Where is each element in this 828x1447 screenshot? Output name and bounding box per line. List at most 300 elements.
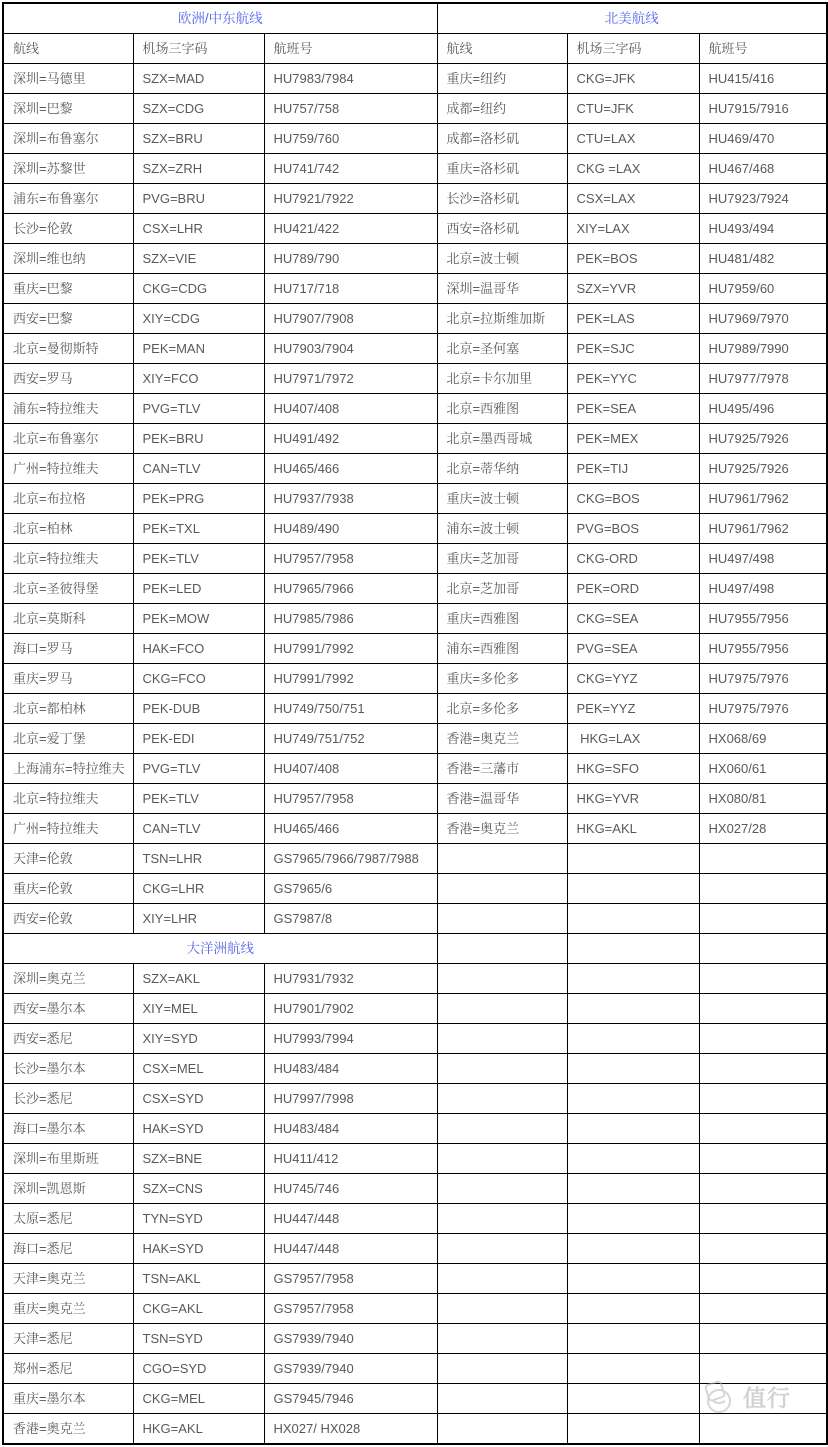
flight-number-cell: HU7925/7926: [699, 454, 827, 484]
route-cell: 长沙=悉尼: [3, 1084, 133, 1114]
route-cell: 重庆=纽约: [437, 64, 567, 94]
flight-number-cell: HU7997/7998: [264, 1084, 437, 1114]
route-cell: 西安=巴黎: [3, 304, 133, 334]
flight-number-cell: HU469/470: [699, 124, 827, 154]
route-cell: 浦东=波士顿: [437, 514, 567, 544]
empty-cell: [437, 1384, 567, 1414]
empty-cell: [699, 1024, 827, 1054]
route-cell: 浦东=特拉维夫: [3, 394, 133, 424]
airport-code-cell: PEK=TLV: [133, 544, 264, 574]
flight-number-cell: GS7965/7966/7987/7988: [264, 844, 437, 874]
route-cell: 长沙=墨尔本: [3, 1054, 133, 1084]
airport-code-cell: CSX=SYD: [133, 1084, 264, 1114]
route-cell: 深圳=奥克兰: [3, 964, 133, 994]
airport-code-cell: PEK=TLV: [133, 784, 264, 814]
airport-code-cell: PEK-EDI: [133, 724, 264, 754]
flight-number-cell: HU411/412: [264, 1144, 437, 1174]
flight-number-cell: HU7989/7990: [699, 334, 827, 364]
col-header-airport-code: 机场三字码: [567, 34, 699, 64]
route-cell: 香港=奥克兰: [437, 724, 567, 754]
table-row: [3, 244, 827, 274]
route-cell: 重庆=波士顿: [437, 484, 567, 514]
empty-cell: [699, 904, 827, 934]
airport-code-cell: PEK=TXL: [133, 514, 264, 544]
route-cell: 重庆=伦敦: [3, 874, 133, 904]
flight-number-cell: HU497/498: [699, 574, 827, 604]
airport-code-cell: SZX=CNS: [133, 1174, 264, 1204]
empty-cell: [437, 1084, 567, 1114]
route-cell: 海口=墨尔本: [3, 1114, 133, 1144]
empty-cell: [567, 994, 699, 1024]
airport-code-cell: CAN=TLV: [133, 814, 264, 844]
route-cell: 长沙=洛杉矶: [437, 184, 567, 214]
airport-code-cell: SZX=BNE: [133, 1144, 264, 1174]
route-cell: 北京=圣何塞: [437, 334, 567, 364]
route-cell: 北京=曼彻斯特: [3, 334, 133, 364]
empty-cell: [567, 1264, 699, 1294]
empty-cell: [437, 1414, 567, 1445]
empty-cell: [437, 1354, 567, 1384]
flight-number-cell: HU7969/7970: [699, 304, 827, 334]
route-cell: 上海浦东=特拉维夫: [3, 754, 133, 784]
airport-code-cell: XIY=CDG: [133, 304, 264, 334]
airport-code-cell: HAK=SYD: [133, 1234, 264, 1264]
airport-code-cell: CSX=LHR: [133, 214, 264, 244]
route-cell: 深圳=布鲁塞尔: [3, 124, 133, 154]
flight-number-cell: HU789/790: [264, 244, 437, 274]
table-row: [3, 1024, 827, 1054]
airport-code-cell: PEK=YYC: [567, 364, 699, 394]
flight-number-cell: HU447/448: [264, 1234, 437, 1264]
airport-code-cell: PEK=SJC: [567, 334, 699, 364]
table-row: [3, 274, 827, 304]
airport-code-cell: PVG=TLV: [133, 754, 264, 784]
airport-code-cell: PEK=MEX: [567, 424, 699, 454]
flight-number-cell: HU7965/7966: [264, 574, 437, 604]
route-cell: 深圳=苏黎世: [3, 154, 133, 184]
brand-name: 值行: [743, 1384, 791, 1411]
airport-code-cell: TSN=LHR: [133, 844, 264, 874]
table-row: [3, 1294, 827, 1324]
airport-code-cell: HKG=LAX: [567, 724, 699, 754]
route-cell: 西安=洛杉矶: [437, 214, 567, 244]
table-row: [3, 724, 827, 754]
empty-cell: [437, 994, 567, 1024]
flight-number-cell: HU717/718: [264, 274, 437, 304]
route-cell: 香港=奥克兰: [437, 814, 567, 844]
route-cell: 北京=柏林: [3, 514, 133, 544]
route-cell: 郑州=悉尼: [3, 1354, 133, 1384]
airport-code-cell: SZX=MAD: [133, 64, 264, 94]
empty-cell: [437, 1234, 567, 1264]
flight-number-cell: HU407/408: [264, 754, 437, 784]
route-cell: 长沙=伦敦: [3, 214, 133, 244]
flight-number-cell: HU749/750/751: [264, 694, 437, 724]
flight-number-cell: GS7939/7940: [264, 1324, 437, 1354]
flight-number-cell: GS7945/7946: [264, 1384, 437, 1414]
empty-cell: [699, 1204, 827, 1234]
flight-number-cell: HU465/466: [264, 454, 437, 484]
airport-code-cell: PVG=SEA: [567, 634, 699, 664]
table-row: [3, 1204, 827, 1234]
flight-number-cell: HU7955/7956: [699, 634, 827, 664]
table-row: [3, 64, 827, 94]
flight-number-cell: HU7907/7908: [264, 304, 437, 334]
empty-cell: [699, 1354, 827, 1384]
flight-number-cell: HU7921/7922: [264, 184, 437, 214]
route-cell: 北京=特拉维夫: [3, 784, 133, 814]
route-cell: 重庆=奥克兰: [3, 1294, 133, 1324]
table-row: [3, 1414, 827, 1445]
route-cell: 浦东=西雅图: [437, 634, 567, 664]
table-row: [3, 1174, 827, 1204]
table-row: [3, 964, 827, 994]
empty-cell: [437, 1294, 567, 1324]
route-cell: 天津=奥克兰: [3, 1264, 133, 1294]
flight-number-cell: HU447/448: [264, 1204, 437, 1234]
route-cell: 成都=纽约: [437, 94, 567, 124]
table-row: [3, 1234, 827, 1264]
route-cell: 深圳=马德里: [3, 64, 133, 94]
flight-number-cell: HU7983/7984: [264, 64, 437, 94]
empty-cell: [437, 844, 567, 874]
airport-code-cell: XIY=MEL: [133, 994, 264, 1024]
airport-code-cell: SZX=ZRH: [133, 154, 264, 184]
flight-number-cell: GS7939/7940: [264, 1354, 437, 1384]
flight-number-cell: HU489/490: [264, 514, 437, 544]
airport-code-cell: PEK=TIJ: [567, 454, 699, 484]
col-header-flight-number: 航班号: [264, 34, 437, 64]
route-cell: 北京=布鲁塞尔: [3, 424, 133, 454]
table-row: [3, 904, 827, 934]
airport-code-cell: CKG-ORD: [567, 544, 699, 574]
empty-cell: [437, 1114, 567, 1144]
empty-cell: [567, 1024, 699, 1054]
table-row: [3, 694, 827, 724]
route-cell: 北京=芝加哥: [437, 574, 567, 604]
empty-cell: [699, 1384, 827, 1414]
airport-code-cell: SZX=BRU: [133, 124, 264, 154]
route-cell: 重庆=西雅图: [437, 604, 567, 634]
flight-number-cell: HU7975/7976: [699, 694, 827, 724]
airport-code-cell: TYN=SYD: [133, 1204, 264, 1234]
table-row: [3, 124, 827, 154]
flight-number-cell: HU7959/60: [699, 274, 827, 304]
route-cell: 深圳=巴黎: [3, 94, 133, 124]
empty-cell: [567, 1234, 699, 1264]
airport-code-cell: PEK=BOS: [567, 244, 699, 274]
empty-cell: [567, 964, 699, 994]
airport-code-cell: SZX=AKL: [133, 964, 264, 994]
empty-cell: [567, 1354, 699, 1384]
flight-number-cell: HU757/758: [264, 94, 437, 124]
route-cell: 重庆=罗马: [3, 664, 133, 694]
route-cell: 重庆=芝加哥: [437, 544, 567, 574]
airport-code-cell: PEK=SEA: [567, 394, 699, 424]
airport-code-cell: SZX=YVR: [567, 274, 699, 304]
route-cell: 天津=伦敦: [3, 844, 133, 874]
flight-number-cell: HU481/482: [699, 244, 827, 274]
flight-number-cell: HU7961/7962: [699, 484, 827, 514]
col-header-airport-code: 机场三字码: [133, 34, 264, 64]
table-row: [3, 1144, 827, 1174]
route-cell: 北京=特拉维夫: [3, 544, 133, 574]
airport-code-cell: CKG =LAX: [567, 154, 699, 184]
route-cell: 海口=罗马: [3, 634, 133, 664]
airport-code-cell: PVG=BOS: [567, 514, 699, 544]
table-row: [3, 784, 827, 814]
flight-number-cell: HX068/69: [699, 724, 827, 754]
empty-cell: [437, 934, 567, 964]
flight-number-cell: HU7993/7994: [264, 1024, 437, 1054]
empty-cell: [437, 1054, 567, 1084]
airport-code-cell: PEK=MOW: [133, 604, 264, 634]
airport-code-cell: CKG=YYZ: [567, 664, 699, 694]
flight-number-cell: HX080/81: [699, 784, 827, 814]
flight-number-cell: GS7987/8: [264, 904, 437, 934]
flight-number-cell: HU7901/7902: [264, 994, 437, 1024]
empty-cell: [437, 874, 567, 904]
table-row: [3, 454, 827, 484]
empty-cell: [699, 1174, 827, 1204]
airport-code-cell: PEK=LAS: [567, 304, 699, 334]
empty-cell: [437, 1024, 567, 1054]
empty-cell: [699, 964, 827, 994]
empty-cell: [699, 1324, 827, 1354]
flight-number-cell: HU7991/7992: [264, 664, 437, 694]
airport-code-cell: XIY=LHR: [133, 904, 264, 934]
flight-number-cell: HU7937/7938: [264, 484, 437, 514]
route-cell: 太原=悉尼: [3, 1204, 133, 1234]
flight-number-cell: HU7931/7932: [264, 964, 437, 994]
empty-cell: [699, 874, 827, 904]
flight-number-cell: HX027/ HX028: [264, 1414, 437, 1445]
table-row: [3, 1324, 827, 1354]
route-cell: 北京=多伦多: [437, 694, 567, 724]
empty-cell: [567, 1144, 699, 1174]
empty-cell: [699, 1414, 827, 1445]
route-cell: 西安=伦敦: [3, 904, 133, 934]
airport-code-cell: PEK=PRG: [133, 484, 264, 514]
route-cell: 北京=圣彼得堡: [3, 574, 133, 604]
table-row: [3, 364, 827, 394]
table-row: [3, 1114, 827, 1144]
flight-number-cell: HU7955/7956: [699, 604, 827, 634]
airport-code-cell: TSN=AKL: [133, 1264, 264, 1294]
route-cell: 北京=西雅图: [437, 394, 567, 424]
empty-cell: [699, 1264, 827, 1294]
table-row: [3, 1084, 827, 1114]
empty-cell: [567, 1384, 699, 1414]
airport-code-cell: CKG=JFK: [567, 64, 699, 94]
section-title-north-america: 北美航线: [437, 3, 827, 34]
table-row: [3, 154, 827, 184]
airport-code-cell: PEK=YYZ: [567, 694, 699, 724]
flight-number-cell: HU7991/7992: [264, 634, 437, 664]
airport-code-cell: PEK=BRU: [133, 424, 264, 454]
route-cell: 北京=莫斯科: [3, 604, 133, 634]
empty-cell: [699, 1054, 827, 1084]
route-cell: 重庆=洛杉矶: [437, 154, 567, 184]
empty-cell: [567, 934, 699, 964]
flight-number-cell: GS7957/7958: [264, 1264, 437, 1294]
route-cell: 浦东=布鲁塞尔: [3, 184, 133, 214]
airport-code-cell: SZX=CDG: [133, 94, 264, 124]
route-cell: 广州=特拉维夫: [3, 814, 133, 844]
airport-code-cell: PEK=LED: [133, 574, 264, 604]
airport-code-cell: HKG=SFO: [567, 754, 699, 784]
route-cell: 北京=都柏林: [3, 694, 133, 724]
airport-code-cell: HAK=FCO: [133, 634, 264, 664]
column-header-row: [3, 34, 827, 64]
section-title-row: [3, 3, 827, 34]
route-cell: 西安=墨尔本: [3, 994, 133, 1024]
airport-code-cell: PEK-DUB: [133, 694, 264, 724]
flight-number-cell: HU483/484: [264, 1114, 437, 1144]
flight-number-cell: GS7957/7958: [264, 1294, 437, 1324]
empty-cell: [567, 1414, 699, 1445]
table-row: [3, 604, 827, 634]
airport-code-cell: XIY=FCO: [133, 364, 264, 394]
flight-number-cell: HU7975/7976: [699, 664, 827, 694]
airport-code-cell: XIY=LAX: [567, 214, 699, 244]
col-header-flight-number: 航班号: [699, 34, 827, 64]
flight-number-cell: HU7985/7986: [264, 604, 437, 634]
route-cell: 海口=悉尼: [3, 1234, 133, 1264]
route-cell: 香港=温哥华: [437, 784, 567, 814]
airport-code-cell: HAK=SYD: [133, 1114, 264, 1144]
empty-cell: [567, 1084, 699, 1114]
empty-cell: [567, 1174, 699, 1204]
empty-cell: [567, 844, 699, 874]
empty-cell: [699, 1294, 827, 1324]
empty-cell: [437, 1264, 567, 1294]
table-row: [3, 994, 827, 1024]
airport-code-cell: CGO=SYD: [133, 1354, 264, 1384]
table-row: [3, 574, 827, 604]
airport-code-cell: PVG=BRU: [133, 184, 264, 214]
flight-number-cell: HU407/408: [264, 394, 437, 424]
flight-number-cell: HU7923/7924: [699, 184, 827, 214]
flight-number-cell: GS7965/6: [264, 874, 437, 904]
airport-code-cell: CKG=FCO: [133, 664, 264, 694]
airport-code-cell: CKG=CDG: [133, 274, 264, 304]
flight-number-cell: HU7961/7962: [699, 514, 827, 544]
empty-cell: [699, 1114, 827, 1144]
flight-number-cell: HU741/742: [264, 154, 437, 184]
col-header-route: 航线: [437, 34, 567, 64]
flight-number-cell: HU497/498: [699, 544, 827, 574]
empty-cell: [699, 994, 827, 1024]
airport-code-cell: TSN=SYD: [133, 1324, 264, 1354]
table-row: [3, 814, 827, 844]
route-cell: 北京=蒂华纳: [437, 454, 567, 484]
route-cell: 深圳=凯恩斯: [3, 1174, 133, 1204]
table-row: [3, 184, 827, 214]
flight-number-cell: HU7971/7972: [264, 364, 437, 394]
empty-cell: [437, 964, 567, 994]
airport-code-cell: CKG=AKL: [133, 1294, 264, 1324]
flight-number-cell: HU7903/7904: [264, 334, 437, 364]
airport-code-cell: HKG=AKL: [567, 814, 699, 844]
empty-cell: [437, 1144, 567, 1174]
airport-code-cell: PEK=ORD: [567, 574, 699, 604]
empty-cell: [699, 1084, 827, 1114]
table-row: [3, 934, 827, 964]
table-row: [3, 874, 827, 904]
route-cell: 重庆=墨尔本: [3, 1384, 133, 1414]
empty-cell: [437, 1324, 567, 1354]
flight-number-cell: HU7957/7958: [264, 784, 437, 814]
empty-cell: [567, 1054, 699, 1084]
route-cell: 深圳=温哥华: [437, 274, 567, 304]
airport-code-cell: PEK=MAN: [133, 334, 264, 364]
airport-code-cell: XIY=SYD: [133, 1024, 264, 1054]
route-cell: 重庆=巴黎: [3, 274, 133, 304]
table-row: [3, 424, 827, 454]
flight-number-cell: HX060/61: [699, 754, 827, 784]
table-row: [3, 334, 827, 364]
route-cell: 西安=罗马: [3, 364, 133, 394]
airport-code-cell: CKG=BOS: [567, 484, 699, 514]
empty-cell: [437, 1204, 567, 1234]
table-row: [3, 754, 827, 784]
empty-cell: [699, 844, 827, 874]
empty-cell: [699, 934, 827, 964]
route-cell: 北京=布拉格: [3, 484, 133, 514]
flight-number-cell: HU491/492: [264, 424, 437, 454]
route-cell: 香港=三藩市: [437, 754, 567, 784]
route-cell: 深圳=维也纳: [3, 244, 133, 274]
airport-code-cell: SZX=VIE: [133, 244, 264, 274]
table-row: [3, 394, 827, 424]
table-row: [3, 1264, 827, 1294]
flight-number-cell: HU759/760: [264, 124, 437, 154]
route-cell: 北京=波士顿: [437, 244, 567, 274]
airport-code-cell: HKG=YVR: [567, 784, 699, 814]
empty-cell: [567, 1204, 699, 1234]
route-cell: 北京=卡尔加里: [437, 364, 567, 394]
table-row: [3, 634, 827, 664]
route-cell: 北京=墨西哥城: [437, 424, 567, 454]
table-row: [3, 94, 827, 124]
route-cell: 重庆=多伦多: [437, 664, 567, 694]
table-row: [3, 514, 827, 544]
routes-table: [2, 2, 828, 1445]
flight-number-cell: HU7925/7926: [699, 424, 827, 454]
empty-cell: [567, 1114, 699, 1144]
flight-number-cell: HU421/422: [264, 214, 437, 244]
flight-number-cell: HU7977/7978: [699, 364, 827, 394]
table-row: [3, 1384, 827, 1414]
table-row: [3, 484, 827, 514]
empty-cell: [699, 1144, 827, 1174]
flight-routes-page: [0, 2, 828, 1447]
airport-code-cell: PVG=TLV: [133, 394, 264, 424]
col-header-route: 航线: [3, 34, 133, 64]
section-title-oceania: 大洋洲航线: [3, 934, 437, 964]
empty-cell: [567, 1294, 699, 1324]
flight-number-cell: HU7957/7958: [264, 544, 437, 574]
table-row: [3, 1354, 827, 1384]
flight-number-cell: HU749/751/752: [264, 724, 437, 754]
airport-code-cell: CKG=MEL: [133, 1384, 264, 1414]
flight-number-cell: HU495/496: [699, 394, 827, 424]
empty-cell: [699, 1234, 827, 1264]
empty-cell: [567, 904, 699, 934]
route-cell: 香港=奥克兰: [3, 1414, 133, 1445]
flight-number-cell: HU7915/7916: [699, 94, 827, 124]
